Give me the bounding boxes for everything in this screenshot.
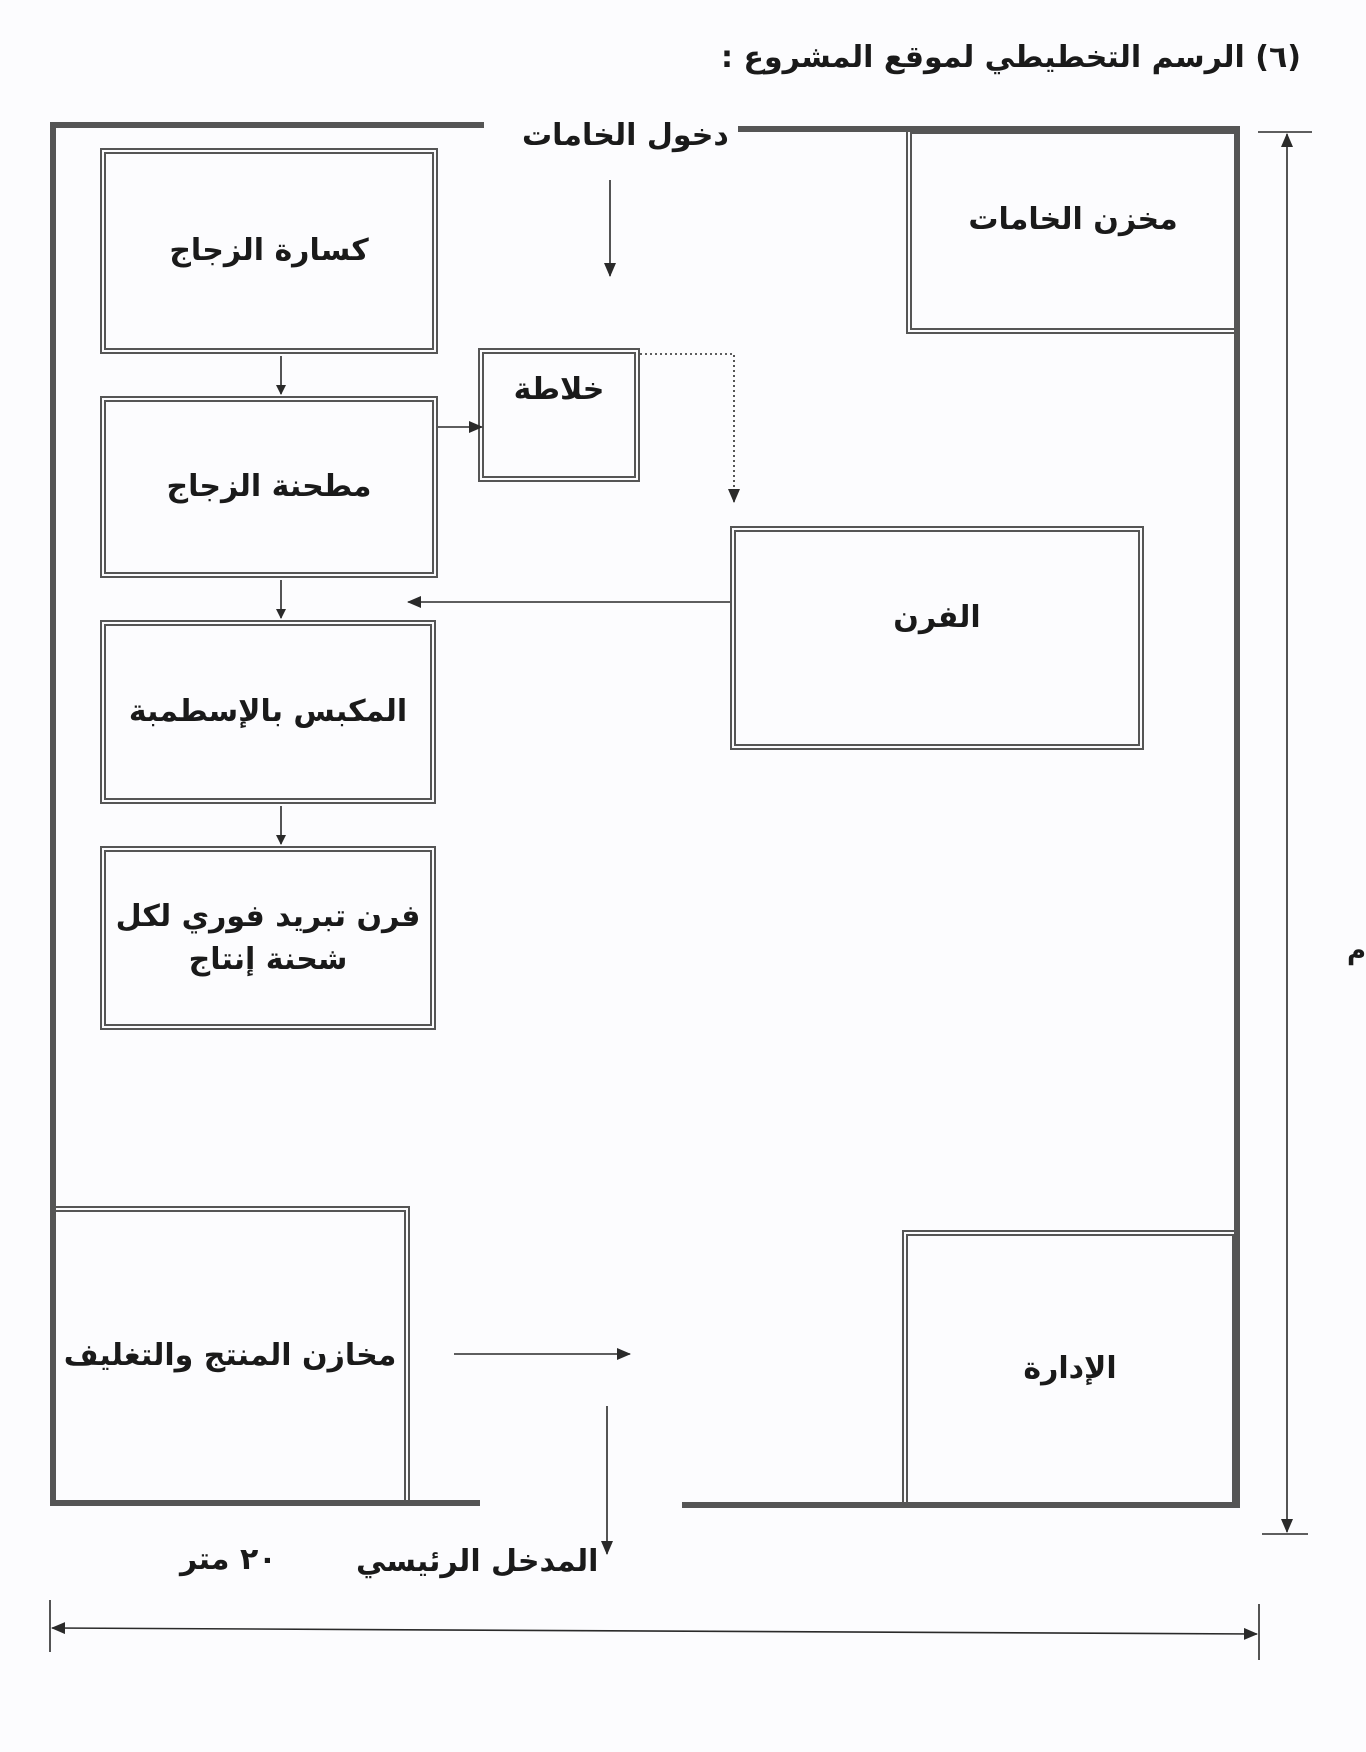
main-entrance-label: المدخل الرئيسي — [356, 1544, 599, 1579]
room-glass-mill-label: مطحنة الزجاج — [166, 469, 372, 505]
room-glass-crusher-label: كسارة الزجاج — [169, 233, 369, 269]
height-dimension-line — [1258, 132, 1312, 1534]
room-product-packaging-store-label: مخازن المنتج والتغليف — [63, 1338, 397, 1374]
page-title: (٦) الرسم التخطيطي لموقع المشروع : — [721, 40, 1301, 75]
raw-entry-label: دخول الخامات — [522, 118, 729, 153]
width-dimension-label: ٢٠ متر — [180, 1542, 277, 1577]
room-mixer-label: خلاطة — [513, 372, 605, 407]
room-cylinder-press-label: المكبس بالإسطمبة — [128, 694, 408, 729]
room-cooling-oven-label-line2: شحنة إنتاج — [188, 942, 348, 977]
arrow-mixer-to-furnace — [640, 354, 734, 502]
room-furnace-label: الفرن — [893, 600, 981, 635]
room-raw-store-label: مخزن الخامات — [968, 202, 1178, 237]
width-dimension-line — [50, 1600, 1259, 1660]
room-administration-label: الإدارة — [1023, 1351, 1117, 1387]
room-cooling-oven-label-line1: فرن تبريد فوري لكل — [115, 898, 421, 934]
height-dimension-label: م — [1347, 936, 1366, 966]
